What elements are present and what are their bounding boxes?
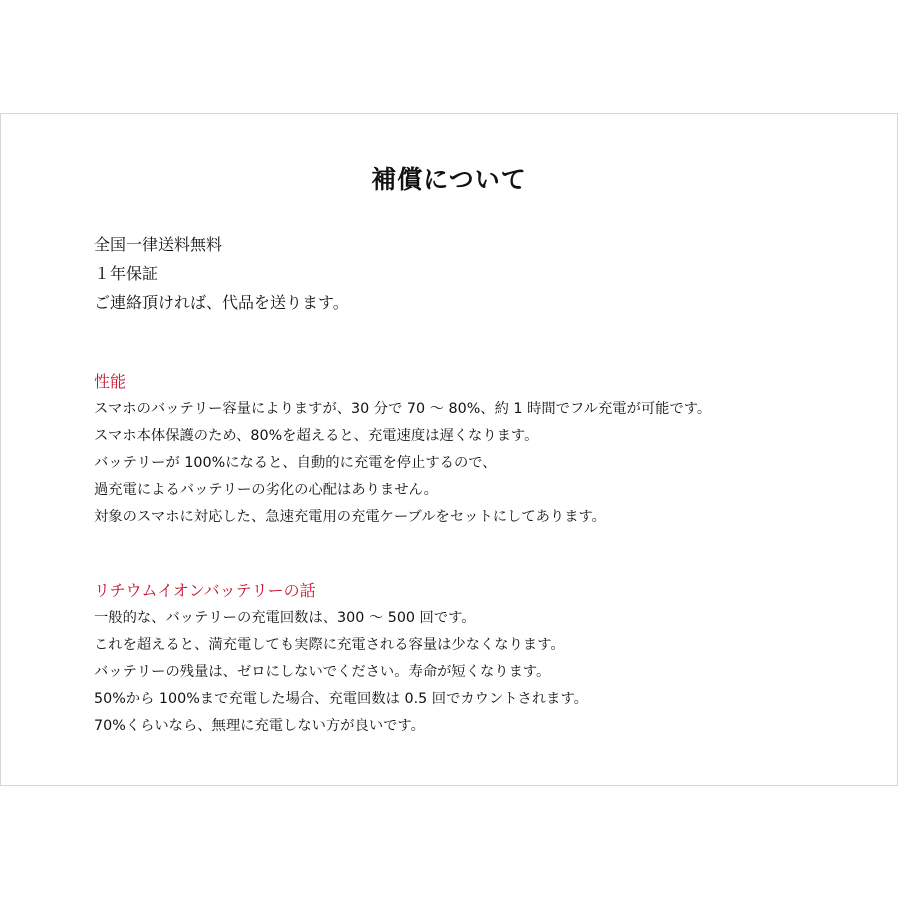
section-performance [94, 370, 711, 531]
section-heading-performance: 性能 [94, 372, 127, 391]
info-card [0, 113, 898, 786]
performance-lines [94, 396, 711, 531]
lithium-ion-line: 50%から 100%まで充電した場合、充電回数は 0.5 回でカウントされます。 [94, 691, 588, 707]
lithium-ion-line: バッテリーの残量は、ゼロにしないでください。寿命が短くなります。 [94, 664, 551, 680]
intro-list [94, 230, 349, 317]
intro-item-free-shipping: 全国一律送料無料 [94, 235, 223, 254]
lithium-ion-lines [94, 605, 588, 740]
intro-item-replacement: ご連絡頂ければ、代品を送ります。 [94, 293, 349, 312]
performance-line: バッテリーが 100%になると、自動的に充電を停止するので、 [94, 455, 497, 471]
lithium-ion-line: 70%くらいなら、無理に充電しない方が良いです。 [94, 718, 425, 734]
intro-item-warranty: １年保証 [94, 264, 159, 283]
page-title: 補償について [371, 165, 527, 194]
lithium-ion-line: これを超えると、満充電しても実際に充電される容量は少なくなります。 [94, 637, 565, 653]
performance-line: 対象のスマホに対応した、急速充電用の充電ケーブルをセットにしてあります。 [94, 509, 606, 525]
performance-line: 過充電によるバッテリーの劣化の心配はありません。 [94, 482, 438, 498]
performance-line: スマホ本体保護のため、80%を超えると、充電速度は遅くなります。 [94, 428, 539, 444]
section-lithium-ion [94, 579, 588, 740]
section-heading-lithium-ion: リチウムイオンバッテリーの話 [94, 581, 316, 600]
performance-line: スマホのバッテリー容量によりますが、30 分で 70 ～ 80%、約 1 時間でフル充電が可能です。 [94, 401, 712, 417]
lithium-ion-line: 一般的な、バッテリーの充電回数は、300 ～ 500 回です。 [94, 610, 476, 626]
